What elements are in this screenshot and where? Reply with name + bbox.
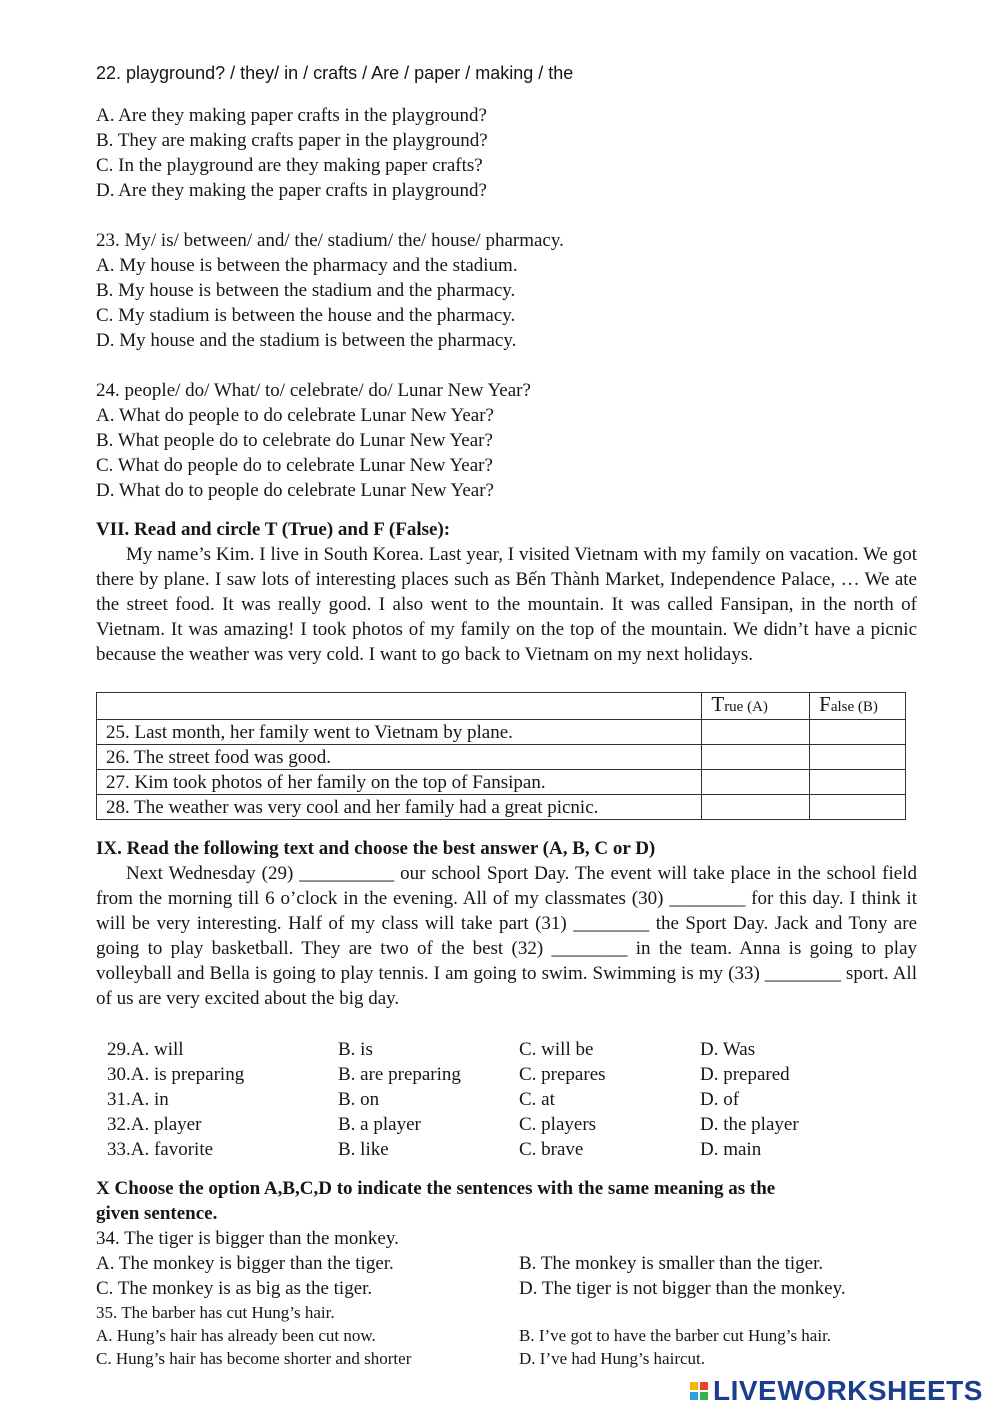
q22-option-b[interactable]: B. They are making crafts paper in the playground? — [96, 130, 488, 151]
q33-option-d[interactable]: D. main — [700, 1139, 762, 1160]
q23-option-a[interactable]: A. My house is between the pharmacy and the stadium. — [96, 255, 518, 276]
false-cell-25[interactable] — [810, 720, 906, 745]
q31-option-c[interactable]: C. at — [519, 1089, 555, 1110]
q22-option-a[interactable]: A. Are they making paper crafts in the playground? — [96, 105, 487, 126]
false-header-initial: F — [819, 692, 831, 716]
q31-option-a[interactable]: 31.A. in — [107, 1089, 169, 1110]
q34-option-d[interactable]: D. The tiger is not bigger than the monkey. — [519, 1278, 846, 1299]
table-row — [97, 745, 906, 770]
false-header-rest: alse (B) — [830, 699, 878, 715]
false-cell-27[interactable] — [810, 770, 906, 795]
q29-option-b[interactable]: B. is — [338, 1039, 373, 1060]
q22-option-d[interactable]: D. Are they making the paper crafts in playground? — [96, 180, 487, 201]
q32-option-d[interactable]: D. the player — [700, 1114, 799, 1135]
section-7-heading: VII. Read and circle T (True) and F (False): — [96, 519, 451, 540]
q22-option-c[interactable]: C. In the playground are they making paper crafts? — [96, 155, 483, 176]
section-9-passage-text: Next Wednesday (29) __________ our school Sport Day. The event will take place in the school field from the morning till 6 o’clock in the evening. All of my classmates (30) ________ for this day. I think it will be very interesting. Half of my class will take part (31) ________ the Sport Day. Jack and Tony are going to play basketball. They are two of the best (32) ________ in the team. Anna is going to play volleyball and Bella is going to play tennis. I am going to swim. Swimming is my (33) ________ sport. All of us are very excited about the big day. — [96, 863, 917, 1009]
q33-option-c[interactable]: C. brave — [519, 1139, 584, 1160]
table-header-row — [97, 693, 906, 720]
logo-square-icon — [700, 1382, 708, 1390]
q35-option-a[interactable]: A. Hung’s hair has already been cut now. — [96, 1326, 376, 1345]
statement-25: 25. Last month, her family went to Vietnam by plane. — [97, 720, 702, 745]
section-7-passage — [96, 542, 917, 667]
table-row — [97, 795, 906, 820]
logo-square-icon — [700, 1392, 708, 1400]
true-header-initial: T — [711, 692, 725, 716]
q33-option-a[interactable]: 33.A. favorite — [107, 1139, 214, 1160]
q30-option-d[interactable]: D. prepared — [700, 1064, 790, 1085]
q34-prompt: 34. The tiger is bigger than the monkey. — [96, 1228, 399, 1249]
true-header-rest: rue (A) — [724, 699, 768, 715]
section-9-heading: IX. Read the following text and choose the best answer (A, B, C or D) — [96, 838, 656, 859]
q29-option-a[interactable]: 29.A. will — [107, 1039, 184, 1060]
q35-option-d[interactable]: D. I’ve had Hung’s haircut. — [519, 1349, 706, 1368]
section-7-passage-text: My name’s Kim. I live in South Korea. Last year, I visited Vietnam with my family on vacation. We got there by plane. I saw lots of interesting places such as Bến Thành Market, Independence Palace, … We ate the street food. It was really good. I also went to the mountain. It was called Fansipan, in the north of Vietnam. It was amazing! I took photos of my family on the top of the mountain. We didn’t have a picnic because the weather was very cold. I want to go back to Vietnam on my next holidays. — [96, 544, 917, 665]
true-false-table — [96, 692, 906, 820]
section-9-passage — [96, 861, 917, 1011]
statement-header-cell — [97, 693, 702, 720]
statement-28: 28. The weather was very cool and her family had a great picnic. — [97, 795, 702, 820]
q31-option-d[interactable]: D. of — [700, 1089, 740, 1110]
q24-option-d[interactable]: D. What do to people do celebrate Lunar New Year? — [96, 480, 494, 501]
logo-text: LIVEWORKSHEETS — [713, 1375, 983, 1406]
logo-square-icon — [690, 1392, 698, 1400]
q32-option-a[interactable]: 32.A. player — [107, 1114, 202, 1135]
q22-prompt: 22. playground? / they/ in / crafts / Are / paper / making / the — [96, 63, 574, 83]
q30-option-c[interactable]: C. prepares — [519, 1064, 606, 1085]
q31-option-b[interactable]: B. on — [338, 1089, 380, 1110]
q30-option-a[interactable]: 30.A. is preparing — [107, 1064, 245, 1085]
table-row — [97, 770, 906, 795]
true-cell-27[interactable] — [702, 770, 810, 795]
statement-26: 26. The street food was good. — [97, 745, 702, 770]
liveworksheets-logo — [690, 1375, 983, 1407]
q33-option-b[interactable]: B. like — [338, 1139, 389, 1160]
table-row — [97, 720, 906, 745]
q29-option-d[interactable]: D. Was — [700, 1039, 756, 1060]
false-cell-28[interactable] — [810, 795, 906, 820]
q24-option-b[interactable]: B. What people do to celebrate do Lunar New Year? — [96, 430, 493, 451]
section-10-heading-cont: given sentence. — [96, 1203, 218, 1224]
q23-option-d[interactable]: D. My house and the stadium is between the pharmacy. — [96, 330, 517, 351]
q24-prompt: 24. people/ do/ What/ to/ celebrate/ do/ Lunar New Year? — [96, 380, 531, 401]
false-cell-26[interactable] — [810, 745, 906, 770]
true-header — [702, 693, 810, 720]
false-header — [810, 693, 906, 720]
statement-27: 27. Kim took photos of her family on the top of Fansipan. — [97, 770, 702, 795]
q23-option-c[interactable]: C. My stadium is between the house and the pharmacy. — [96, 305, 516, 326]
logo-mark-icon — [690, 1382, 708, 1400]
q34-option-b[interactable]: B. The monkey is smaller than the tiger. — [519, 1253, 824, 1274]
q34-option-a[interactable]: A. The monkey is bigger than the tiger. — [96, 1253, 394, 1274]
true-cell-26[interactable] — [702, 745, 810, 770]
q30-option-b[interactable]: B. are preparing — [338, 1064, 461, 1085]
q23-option-b[interactable]: B. My house is between the stadium and the pharmacy. — [96, 280, 516, 301]
q29-option-c[interactable]: C. will be — [519, 1039, 594, 1060]
true-cell-25[interactable] — [702, 720, 810, 745]
q24-option-c[interactable]: C. What do people do to celebrate Lunar New Year? — [96, 455, 493, 476]
logo-square-icon — [690, 1382, 698, 1390]
q32-option-c[interactable]: C. players — [519, 1114, 597, 1135]
q35-option-c[interactable]: C. Hung’s hair has become shorter and shorter — [96, 1349, 412, 1368]
q35-prompt: 35. The barber has cut Hung’s hair. — [96, 1303, 335, 1322]
q32-option-b[interactable]: B. a player — [338, 1114, 421, 1135]
section-10-heading: X Choose the option A,B,C,D to indicate the sentences with the same meaning as the — [96, 1178, 776, 1199]
q23-prompt: 23. My/ is/ between/ and/ the/ stadium/ the/ house/ pharmacy. — [96, 230, 564, 251]
q35-option-b[interactable]: B. I’ve got to have the barber cut Hung’s hair. — [519, 1326, 832, 1345]
q34-option-c[interactable]: C. The monkey is as big as the tiger. — [96, 1278, 373, 1299]
q24-option-a[interactable]: A. What do people to do celebrate Lunar New Year? — [96, 405, 494, 426]
true-cell-28[interactable] — [702, 795, 810, 820]
